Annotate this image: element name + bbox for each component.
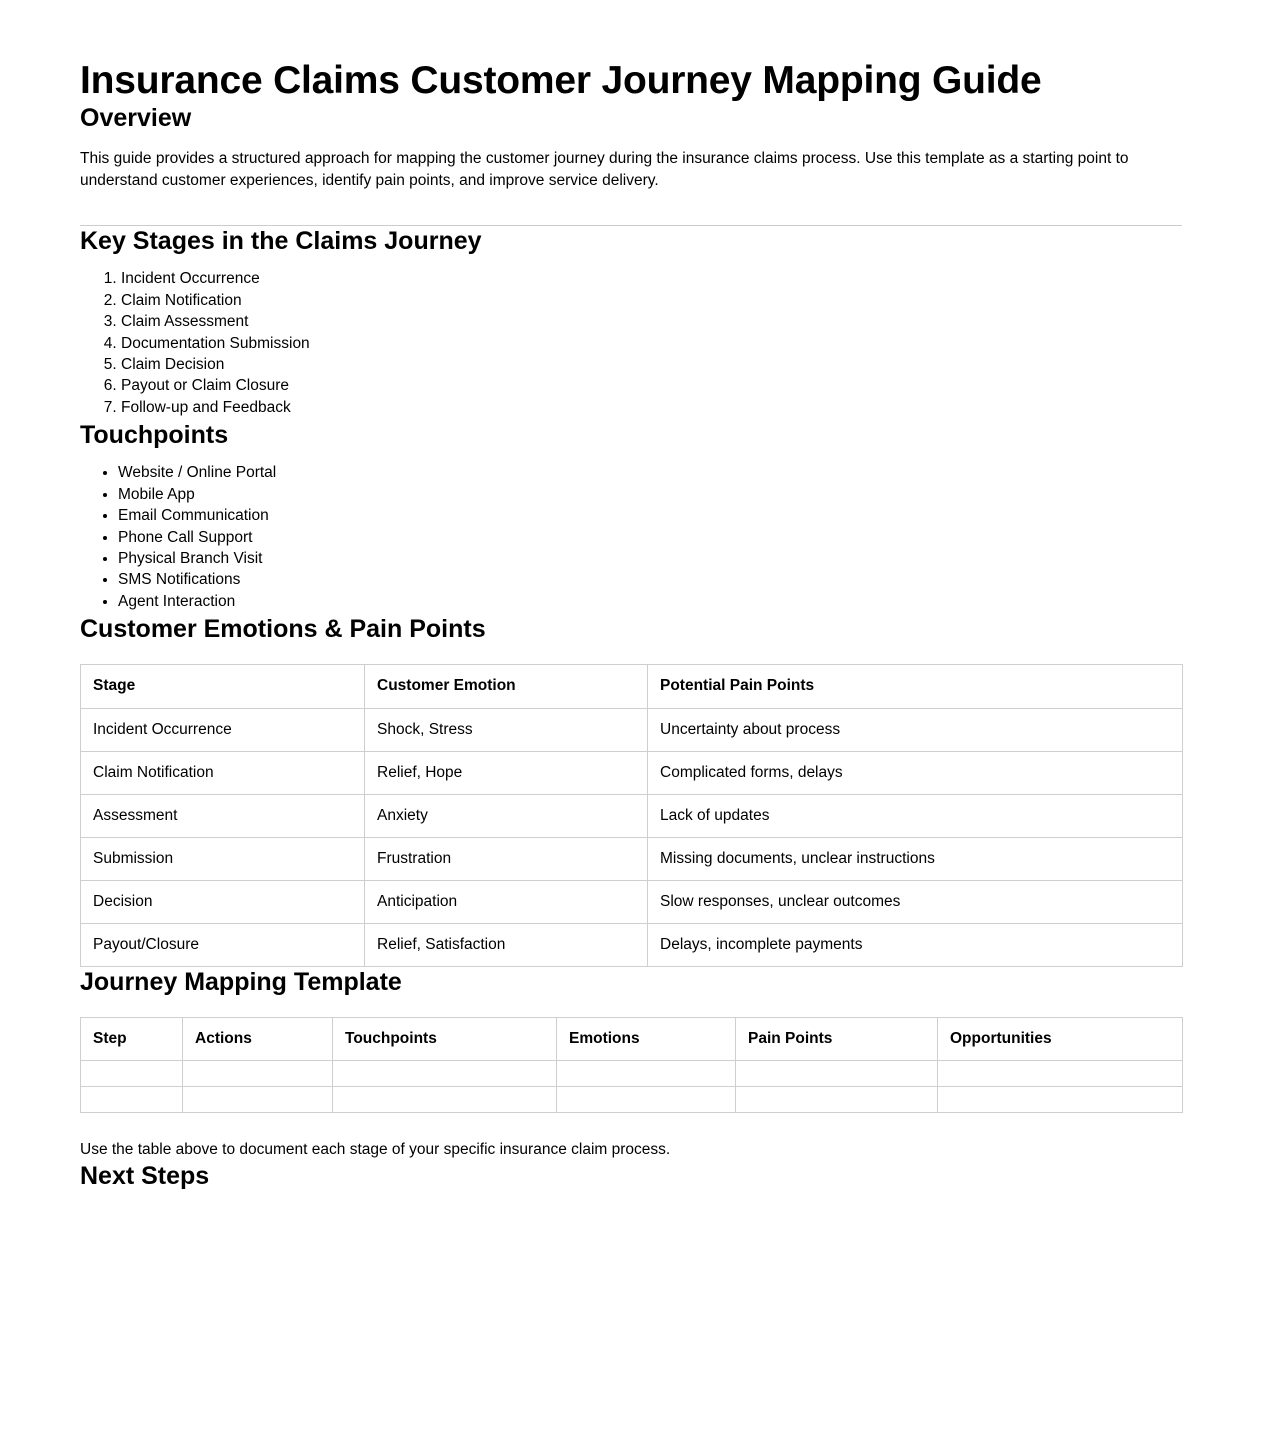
column-header-actions: Actions xyxy=(183,1018,333,1061)
cell-pain-points[interactable] xyxy=(736,1061,938,1087)
list-item: • Agent Interaction xyxy=(118,593,1183,614)
cell-step[interactable] xyxy=(81,1061,183,1087)
journey-mapping-template-table xyxy=(80,1017,1183,1113)
table-header-row xyxy=(81,1018,1183,1061)
cell-step[interactable] xyxy=(81,1087,183,1113)
cell-stage: Assessment xyxy=(81,794,365,837)
list-item: 7. Follow-up and Feedback xyxy=(121,399,1183,420)
page-title: Insurance Claims Customer Journey Mapping Guide xyxy=(80,59,1042,102)
list-item: 1. Incident Occurrence xyxy=(121,270,1183,291)
table-row xyxy=(81,1087,1183,1113)
list-item: • Mobile App xyxy=(118,486,1183,507)
cell-stage: Submission xyxy=(81,837,365,880)
list-item: • Website / Online Portal xyxy=(118,464,1183,485)
cell-pain-points: Delays, incomplete payments xyxy=(648,924,1183,967)
cell-emotion: Relief, Hope xyxy=(365,751,648,794)
column-header-opportunities: Opportunities xyxy=(938,1018,1183,1061)
section-heading-overview: Overview xyxy=(80,104,192,133)
section-heading-next-steps: Next Steps xyxy=(80,1162,210,1191)
table-row xyxy=(81,751,1183,794)
template-table-caption: Use the table above to document each stage of your specific insurance claim process. xyxy=(80,1141,671,1159)
column-header-step: Step xyxy=(81,1018,183,1061)
cell-pain-points: Complicated forms, delays xyxy=(648,751,1183,794)
cell-emotions[interactable] xyxy=(557,1087,736,1113)
cell-stage: Payout/Closure xyxy=(81,924,365,967)
table-row xyxy=(81,1061,1183,1087)
list-item: • Phone Call Support xyxy=(118,529,1183,550)
list-item: • Email Communication xyxy=(118,507,1183,528)
cell-pain-points: Missing documents, unclear instructions xyxy=(648,837,1183,880)
list-item: 6. Payout or Claim Closure xyxy=(121,377,1183,398)
list-item: 4. Documentation Submission xyxy=(121,335,1183,356)
cell-emotion: Anticipation xyxy=(365,881,648,924)
table-row xyxy=(81,881,1183,924)
cell-touchpoints[interactable] xyxy=(333,1087,557,1113)
emotions-pain-points-table xyxy=(80,664,1183,967)
list-item: • Physical Branch Visit xyxy=(118,550,1183,571)
column-header-pain-points: Pain Points xyxy=(736,1018,938,1061)
cell-actions[interactable] xyxy=(183,1087,333,1113)
cell-touchpoints[interactable] xyxy=(333,1061,557,1087)
cell-stage: Claim Notification xyxy=(81,751,365,794)
column-header-stage: Stage xyxy=(81,665,365,708)
table-header-row xyxy=(81,665,1183,708)
table-row xyxy=(81,924,1183,967)
overview-paragraph: This guide provides a structured approach for mapping the customer journey during the insurance claims process. Use this template as a starting point to understand customer experiences, identify pain points, and improve service delivery. xyxy=(80,150,1129,190)
cell-emotion: Frustration xyxy=(365,837,648,880)
column-header-touchpoints: Touchpoints xyxy=(333,1018,557,1061)
section-heading-key-stages: Key Stages in the Claims Journey xyxy=(80,227,482,256)
table-row xyxy=(81,708,1183,751)
column-header-potential-pain-points: Potential Pain Points xyxy=(648,665,1183,708)
section-heading-touchpoints: Touchpoints xyxy=(80,421,229,450)
cell-pain-points: Lack of updates xyxy=(648,794,1183,837)
cell-opportunities[interactable] xyxy=(938,1087,1183,1113)
cell-emotion: Anxiety xyxy=(365,794,648,837)
touchpoints-list xyxy=(80,464,1183,614)
cell-stage: Incident Occurrence xyxy=(81,708,365,751)
cell-emotions[interactable] xyxy=(557,1061,736,1087)
list-item: 3. Claim Assessment xyxy=(121,313,1183,334)
column-header-emotions: Emotions xyxy=(557,1018,736,1061)
cell-pain-points: Uncertainty about process xyxy=(648,708,1183,751)
list-item: 2. Claim Notification xyxy=(121,292,1183,313)
cell-pain-points: Slow responses, unclear outcomes xyxy=(648,881,1183,924)
cell-emotion: Relief, Satisfaction xyxy=(365,924,648,967)
cell-opportunities[interactable] xyxy=(938,1061,1183,1087)
table-row xyxy=(81,794,1183,837)
table-row xyxy=(81,837,1183,880)
list-item: • SMS Notifications xyxy=(118,571,1183,592)
cell-actions[interactable] xyxy=(183,1061,333,1087)
column-header-customer-emotion: Customer Emotion xyxy=(365,665,648,708)
cell-stage: Decision xyxy=(81,881,365,924)
section-heading-journey-mapping-template: Journey Mapping Template xyxy=(80,968,402,997)
key-stages-list xyxy=(80,270,1183,420)
list-item: 5. Claim Decision xyxy=(121,356,1183,377)
section-heading-emotions: Customer Emotions & Pain Points xyxy=(80,615,486,644)
cell-pain-points[interactable] xyxy=(736,1087,938,1113)
cell-emotion: Shock, Stress xyxy=(365,708,648,751)
